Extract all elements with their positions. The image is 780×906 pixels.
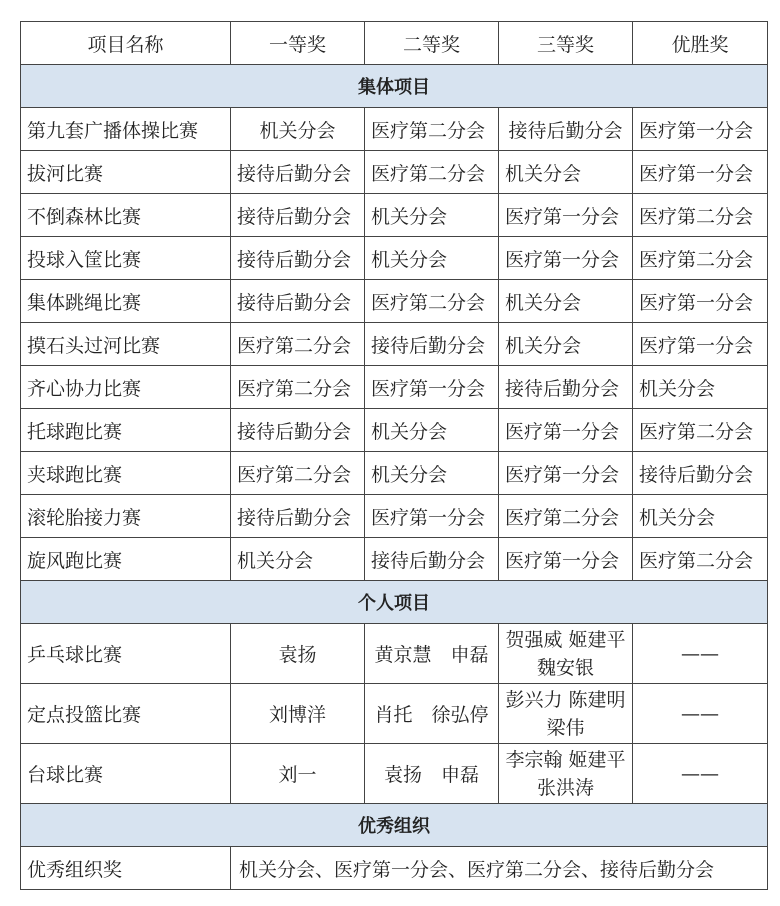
project-name: 台球比赛 xyxy=(21,744,231,804)
first-prize-cell: 机关分会 xyxy=(231,108,365,151)
second-prize-cell: 机关分会 xyxy=(365,409,499,452)
project-name: 不倒森林比赛 xyxy=(21,194,231,237)
second-prize-cell: 医疗第二分会 xyxy=(365,108,499,151)
section-title-individual: 个人项目 xyxy=(21,581,768,624)
project-name: 乒乓球比赛 xyxy=(21,624,231,684)
section-row-group xyxy=(21,65,768,108)
merit-prize-cell: 医疗第一分会 xyxy=(633,151,768,194)
merit-prize-cell: —— xyxy=(633,744,768,804)
third-prize-cell: 机关分会 xyxy=(499,151,633,194)
third-prize-cell: 医疗第一分会 xyxy=(499,452,633,495)
merit-prize-cell: 医疗第二分会 xyxy=(633,538,768,581)
merit-prize-cell: —— xyxy=(633,684,768,744)
third-prize-cell: 医疗第一分会 xyxy=(499,538,633,581)
table-row xyxy=(21,409,768,452)
section-row-individual xyxy=(21,581,768,624)
project-name: 摸石头过河比赛 xyxy=(21,323,231,366)
section-row-organization xyxy=(21,804,768,847)
table-row xyxy=(21,495,768,538)
project-name: 投球入筐比赛 xyxy=(21,237,231,280)
merit-prize-cell: 医疗第二分会 xyxy=(633,409,768,452)
project-name: 定点投篮比赛 xyxy=(21,684,231,744)
second-prize-cell: 机关分会 xyxy=(365,194,499,237)
second-prize-cell: 接待后勤分会 xyxy=(365,538,499,581)
first-prize-cell: 医疗第二分会 xyxy=(231,452,365,495)
second-prize-cell: 袁扬 申磊 xyxy=(365,744,499,804)
merit-prize-cell: —— xyxy=(633,624,768,684)
header-row xyxy=(21,22,768,65)
third-prize-cell: 接待后勤分会 xyxy=(499,366,633,409)
project-name: 齐心协力比赛 xyxy=(21,366,231,409)
first-prize-cell: 医疗第二分会 xyxy=(231,366,365,409)
awards-table xyxy=(20,21,768,890)
header-merit-prize: 优胜奖 xyxy=(633,22,768,65)
project-name: 旋风跑比赛 xyxy=(21,538,231,581)
third-prize-cell xyxy=(499,684,633,744)
first-prize-cell: 接待后勤分会 xyxy=(231,151,365,194)
project-name: 滚轮胎接力赛 xyxy=(21,495,231,538)
header-third-prize: 三等奖 xyxy=(499,22,633,65)
merit-prize-cell: 医疗第一分会 xyxy=(633,108,768,151)
table-row xyxy=(21,847,768,890)
table-row xyxy=(21,194,768,237)
first-prize-cell: 接待后勤分会 xyxy=(231,495,365,538)
second-prize-cell: 机关分会 xyxy=(365,452,499,495)
table-row xyxy=(21,366,768,409)
project-name: 第九套广播体操比赛 xyxy=(21,108,231,151)
second-prize-cell: 医疗第二分会 xyxy=(365,151,499,194)
third-prize-cell: 机关分会 xyxy=(499,323,633,366)
second-prize-cell: 医疗第一分会 xyxy=(365,495,499,538)
project-name: 拔河比赛 xyxy=(21,151,231,194)
second-prize-cell: 肖托 徐弘停 xyxy=(365,684,499,744)
table-row xyxy=(21,108,768,151)
third-prize-line: 彭兴力 陈建明 xyxy=(505,688,626,711)
table-row xyxy=(21,624,768,684)
third-prize-cell: 医疗第一分会 xyxy=(499,409,633,452)
third-prize-cell xyxy=(499,624,633,684)
second-prize-cell: 机关分会 xyxy=(365,237,499,280)
header-project-name: 项目名称 xyxy=(21,22,231,65)
organization-winners-cell: 机关分会、医疗第一分会、医疗第二分会、接待后勤分会 xyxy=(231,847,768,890)
merit-prize-cell: 接待后勤分会 xyxy=(633,452,768,495)
third-prize-cell: 医疗第一分会 xyxy=(499,237,633,280)
third-prize-cell: 接待后勤分会 xyxy=(499,108,633,151)
third-prize-cell xyxy=(499,744,633,804)
third-prize-cell: 医疗第二分会 xyxy=(499,495,633,538)
merit-prize-cell: 医疗第二分会 xyxy=(633,237,768,280)
third-prize-line: 张洪涛 xyxy=(536,776,594,799)
first-prize-cell: 接待后勤分会 xyxy=(231,194,365,237)
header-first-prize: 一等奖 xyxy=(231,22,365,65)
merit-prize-cell: 医疗第一分会 xyxy=(633,323,768,366)
third-prize-line: 李宗翰 姬建平 xyxy=(505,748,626,771)
second-prize-cell: 医疗第二分会 xyxy=(365,280,499,323)
table-row xyxy=(21,744,768,804)
first-prize-cell: 袁扬 xyxy=(231,624,365,684)
merit-prize-cell: 机关分会 xyxy=(633,366,768,409)
third-prize-line: 贺强威 姬建平 xyxy=(505,628,626,651)
table-row xyxy=(21,151,768,194)
first-prize-cell: 医疗第二分会 xyxy=(231,323,365,366)
first-prize-cell: 接待后勤分会 xyxy=(231,280,365,323)
first-prize-cell: 刘一 xyxy=(231,744,365,804)
second-prize-cell: 黄京慧 申磊 xyxy=(365,624,499,684)
third-prize-cell: 医疗第一分会 xyxy=(499,194,633,237)
project-name: 夹球跑比赛 xyxy=(21,452,231,495)
table-row xyxy=(21,538,768,581)
first-prize-cell: 刘博洋 xyxy=(231,684,365,744)
project-name: 托球跑比赛 xyxy=(21,409,231,452)
first-prize-cell: 接待后勤分会 xyxy=(231,409,365,452)
project-name: 集体跳绳比赛 xyxy=(21,280,231,323)
table-row xyxy=(21,684,768,744)
table-row xyxy=(21,452,768,495)
table-row xyxy=(21,280,768,323)
third-prize-line: 魏安银 xyxy=(536,656,594,679)
project-name: 优秀组织奖 xyxy=(21,847,231,890)
table-row xyxy=(21,323,768,366)
merit-prize-cell: 医疗第一分会 xyxy=(633,280,768,323)
section-title-group: 集体项目 xyxy=(21,65,768,108)
table-row xyxy=(21,237,768,280)
second-prize-cell: 医疗第一分会 xyxy=(365,366,499,409)
merit-prize-cell: 医疗第二分会 xyxy=(633,194,768,237)
third-prize-cell: 机关分会 xyxy=(499,280,633,323)
third-prize-line: 梁伟 xyxy=(546,716,585,739)
first-prize-cell: 机关分会 xyxy=(231,538,365,581)
section-title-organization: 优秀组织 xyxy=(21,804,768,847)
header-second-prize: 二等奖 xyxy=(365,22,499,65)
second-prize-cell: 接待后勤分会 xyxy=(365,323,499,366)
merit-prize-cell: 机关分会 xyxy=(633,495,768,538)
first-prize-cell: 接待后勤分会 xyxy=(231,237,365,280)
